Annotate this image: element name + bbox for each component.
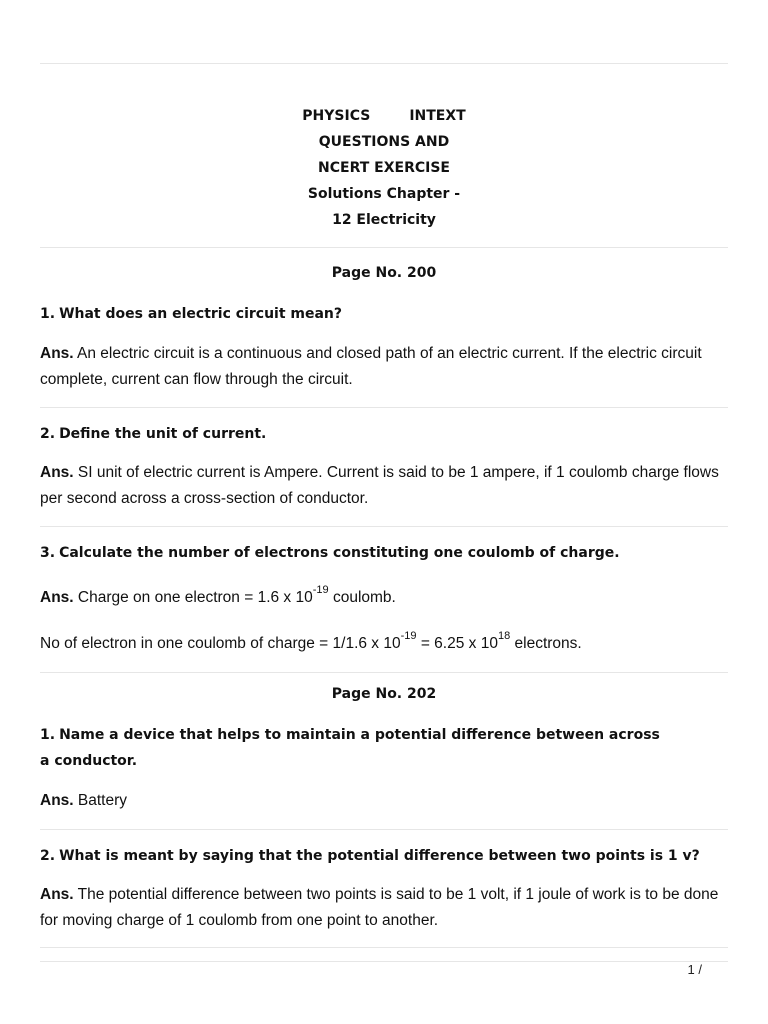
title-line-3: NCERT EXERCISE bbox=[318, 160, 450, 176]
answer-label: Ans. bbox=[40, 589, 74, 606]
question-text: Name a device that helps to maintain a potential difference between across bbox=[59, 727, 660, 743]
answer-label: Ans. bbox=[40, 345, 74, 362]
answer bbox=[40, 882, 740, 934]
question-number: 1. bbox=[40, 306, 56, 322]
divider bbox=[40, 961, 728, 962]
question-text: Define the unit of current. bbox=[59, 426, 267, 442]
divider bbox=[40, 672, 728, 673]
question-number: 3. bbox=[40, 545, 56, 561]
answer-continuation bbox=[40, 631, 740, 657]
answer-text-mid: = 6.25 x 10 bbox=[416, 635, 498, 652]
question bbox=[40, 301, 730, 327]
question-text: What does an electric circuit mean? bbox=[59, 306, 343, 322]
answer-label: Ans. bbox=[40, 886, 74, 903]
question bbox=[40, 722, 730, 774]
title-line-1: PHYSICS INTEXT bbox=[302, 108, 466, 124]
question-text-line2: a conductor. bbox=[40, 753, 138, 769]
question-text: What is meant by saying that the potential difference between two points is 1 v? bbox=[59, 848, 700, 864]
question bbox=[40, 540, 730, 566]
question-number: 2. bbox=[40, 426, 56, 442]
section-heading: Page No. 202 bbox=[331, 686, 437, 702]
exponent: -19 bbox=[312, 583, 329, 596]
answer bbox=[40, 585, 740, 611]
answer-label: Ans. bbox=[40, 464, 74, 481]
answer-text: SI unit of electric current is Ampere. Current is said to be 1 ampere, if 1 coulomb charge flows per second across a cross-section of conductor. bbox=[40, 464, 719, 507]
answer-label: Ans. bbox=[40, 792, 74, 809]
divider bbox=[40, 947, 728, 948]
section-heading: Page No. 200 bbox=[331, 265, 437, 281]
page-indicator: 1 / bbox=[687, 962, 702, 977]
title-line-5: 12 Electricity bbox=[332, 212, 436, 228]
answer bbox=[40, 341, 740, 393]
exponent: 18 bbox=[497, 629, 511, 642]
answer bbox=[40, 460, 740, 512]
answer-text-pre: No of electron in one coulomb of charge = 1/1.6 x 10 bbox=[40, 635, 401, 652]
answer bbox=[40, 788, 740, 814]
question-number: 1. bbox=[40, 727, 56, 743]
divider bbox=[40, 247, 728, 248]
divider bbox=[40, 526, 728, 527]
question-text: Calculate the number of electrons constituting one coulomb of charge. bbox=[59, 545, 620, 561]
answer-text: The potential difference between two points is said to be 1 volt, if 1 joule of work is to be done for moving charge of 1 coulomb from one point to another. bbox=[40, 886, 719, 929]
divider bbox=[40, 63, 728, 64]
answer-text-post: electrons. bbox=[510, 635, 582, 652]
divider bbox=[40, 407, 728, 408]
exponent: -19 bbox=[400, 629, 417, 642]
title-line-4: Solutions Chapter - bbox=[307, 186, 461, 202]
answer-text: Battery bbox=[77, 792, 128, 809]
answer-text-post: coulomb. bbox=[328, 589, 396, 606]
answer-text: An electric circuit is a continuous and closed path of an electric current. If the electric circuit complete, current can flow through the circuit. bbox=[40, 345, 702, 388]
question-number: 2. bbox=[40, 848, 56, 864]
divider bbox=[40, 829, 728, 830]
question bbox=[40, 843, 730, 869]
question bbox=[40, 421, 730, 447]
answer-text-pre: Charge on one electron = 1.6 x 10 bbox=[77, 589, 313, 606]
title-line-2: QUESTIONS AND bbox=[318, 134, 450, 150]
